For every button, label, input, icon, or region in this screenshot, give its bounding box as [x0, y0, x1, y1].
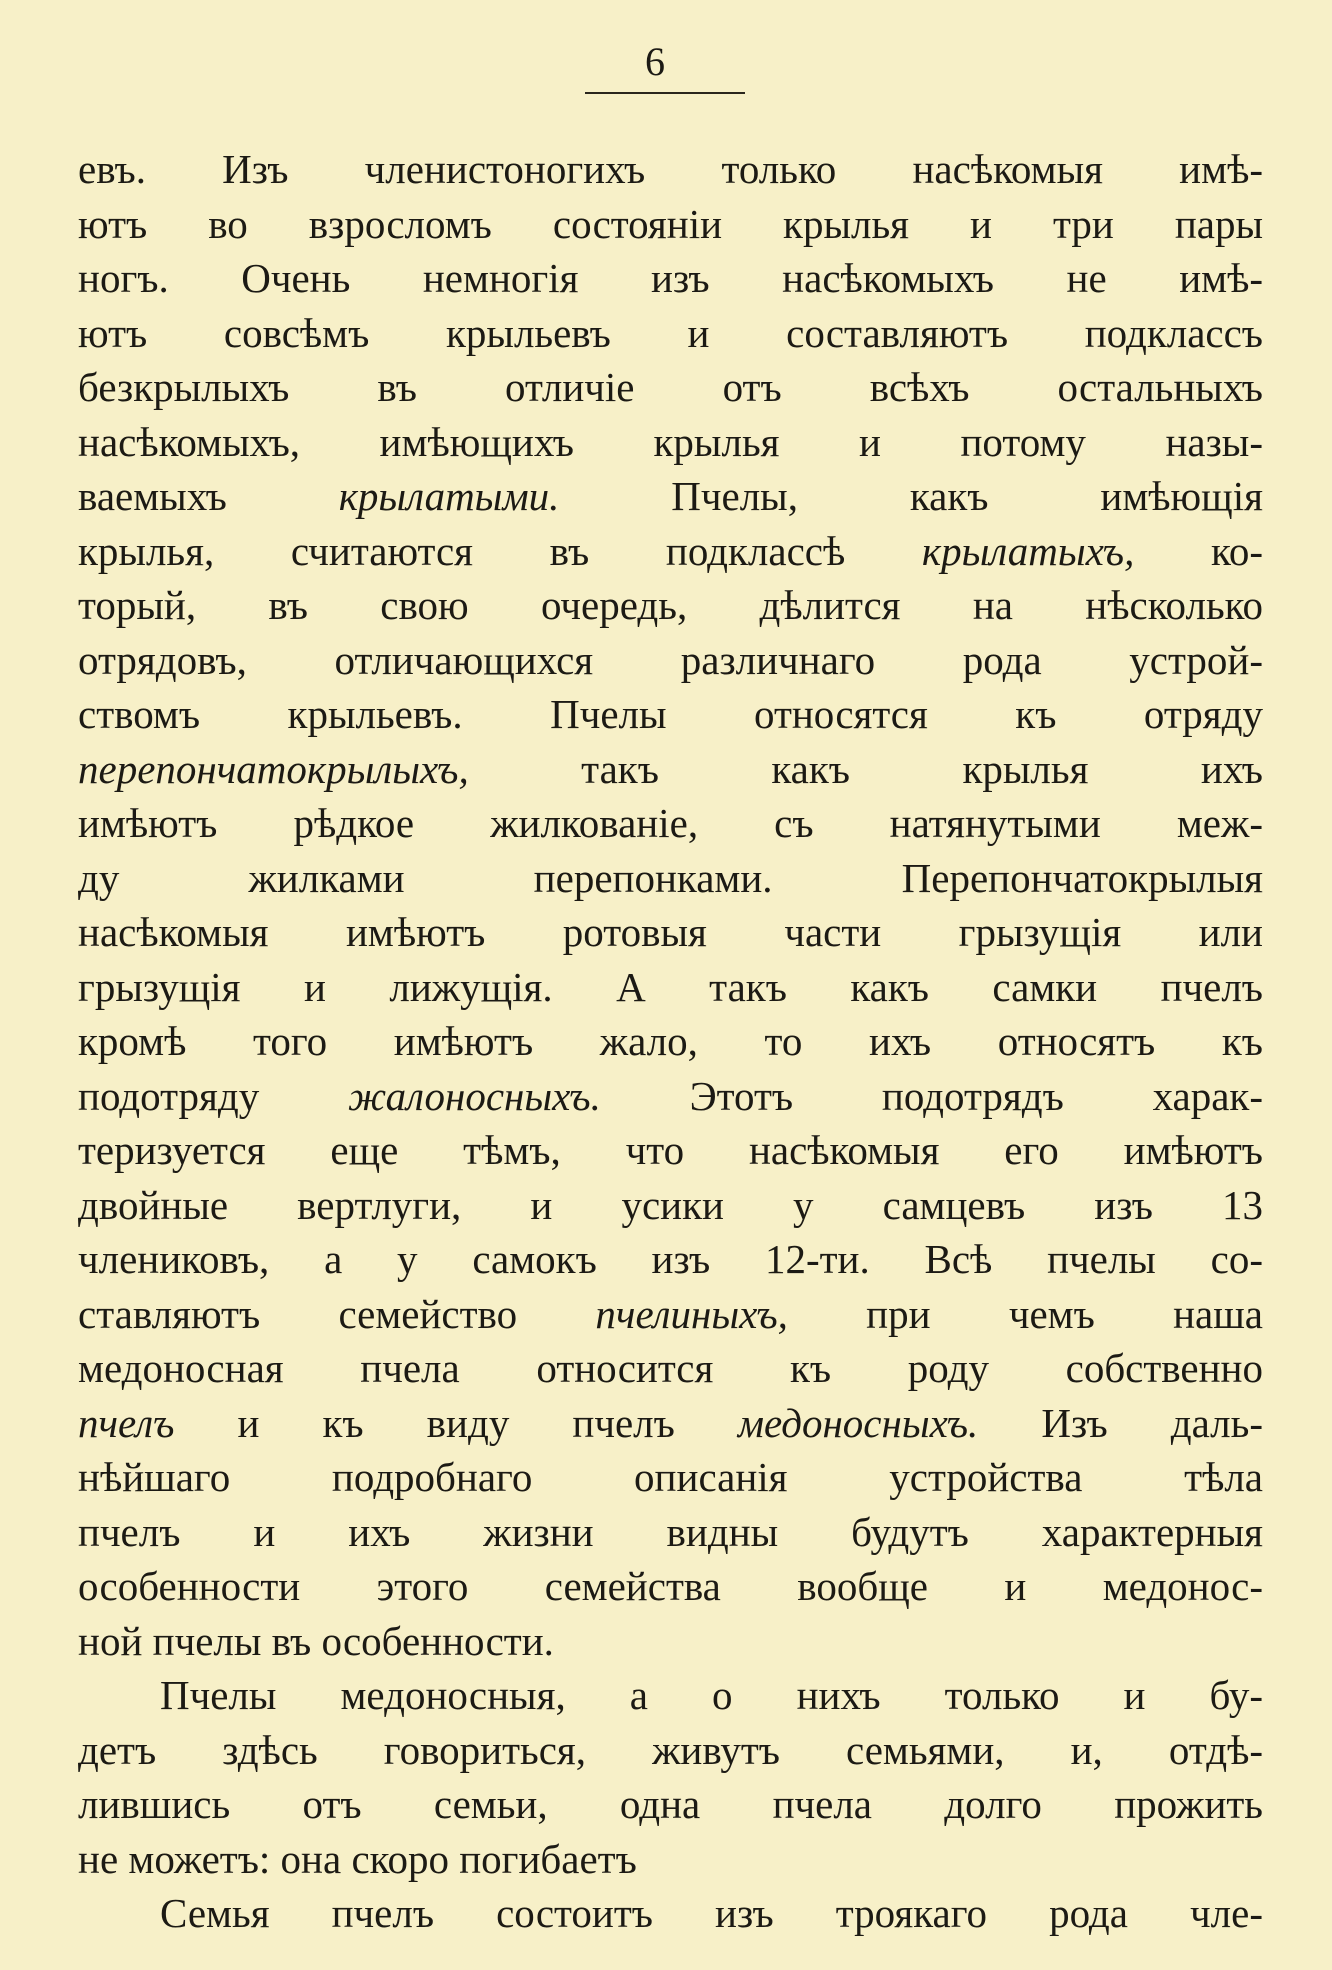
text-line — [78, 905, 1263, 960]
text-segment: особенности этого семейства вообще и медонос- — [78, 1563, 1263, 1609]
text-line — [78, 251, 1263, 306]
text-line — [78, 1396, 1263, 1451]
text-segment: Изъ даль- — [978, 1399, 1263, 1446]
text-line — [78, 851, 1263, 906]
text-line — [78, 1668, 1263, 1723]
text-line — [78, 1723, 1263, 1778]
text-line — [78, 1123, 1263, 1178]
text-line — [78, 687, 1263, 742]
text-segment: насѣкомыя имѣютъ ротовыя части грызущія или — [78, 909, 1263, 955]
header-rule — [585, 92, 745, 94]
text-segment: детъ здѣсь говориться, живутъ семьями, и, отдѣ- — [78, 1726, 1263, 1773]
text-segment: ютъ во взросломъ состояніи крылья и три пары — [78, 200, 1263, 247]
text-line — [78, 360, 1263, 415]
text-segment: ногъ. Очень немногія изъ насѣкомыхъ не имѣ- — [78, 255, 1263, 301]
text-segment: такъ какъ крылья ихъ — [468, 745, 1263, 792]
text-segment: ютъ совсѣмъ крыльевъ и составляютъ подклассъ — [78, 309, 1263, 356]
text-segment: отрядовъ, отличающихся различнаго рода устрой- — [78, 636, 1263, 683]
text-segment: медоносная пчела относится къ роду собственно — [78, 1345, 1263, 1391]
text-segment: при чемъ наша — [787, 1290, 1263, 1337]
text-segment: имѣютъ рѣдкое жилкованіе, съ натянутыми меж- — [78, 800, 1263, 846]
text-segment: ваемыхъ — [78, 473, 339, 519]
text-segment: пчелъ и ихъ жизни видны будутъ характерныя — [78, 1508, 1263, 1555]
text-segment: крылья, считаются въ подклассѣ — [78, 527, 922, 574]
text-segment: ду жилками перепонками. Перепончатокрылыя — [78, 854, 1263, 901]
text-line — [78, 1614, 1263, 1669]
text-segment: кромѣ того имѣютъ жало, то ихъ относятъ къ — [78, 1018, 1263, 1064]
text-line — [78, 1832, 1263, 1887]
text-segment: ко- — [1134, 527, 1263, 574]
body-text — [78, 142, 1263, 1941]
text-line — [78, 306, 1263, 361]
text-segment: ствомъ крыльевъ. Пчелы относятся къ отряду — [78, 691, 1263, 737]
text-segment: ной пчелы въ особенности. — [78, 1617, 554, 1664]
text-segment: Пчелы медоносныя, а о нихъ только и бу- — [160, 1672, 1263, 1718]
italic-term: крылатыхъ, — [921, 527, 1135, 574]
italic-term: жалоносныхъ. — [348, 1072, 601, 1119]
text-line — [78, 415, 1263, 470]
text-segment: нѣйшаго подробнаго описанія устройства тѣла — [78, 1454, 1263, 1500]
text-line — [78, 469, 1263, 524]
text-segment: насѣкомыхъ, имѣющихъ крылья и потому назы- — [78, 418, 1263, 465]
text-line — [78, 142, 1263, 197]
text-line — [78, 633, 1263, 688]
text-line — [78, 1450, 1263, 1505]
text-line — [78, 1287, 1263, 1342]
text-line — [78, 578, 1263, 633]
text-line — [78, 742, 1263, 797]
text-line — [78, 1069, 1263, 1124]
italic-term: пчелиныхъ, — [595, 1290, 788, 1337]
text-line — [78, 1178, 1263, 1233]
text-segment: Этотъ подотрядъ харак- — [600, 1072, 1263, 1119]
text-line — [78, 1341, 1263, 1396]
text-segment: грызущія и лижущія. А такъ какъ самки пчелъ — [78, 963, 1263, 1010]
text-segment: лившись отъ семьи, одна пчела долго прожить — [78, 1781, 1263, 1827]
text-segment: торый, въ свою очередь, дѣлится на нѣсколько — [78, 582, 1263, 628]
text-line — [78, 960, 1263, 1015]
text-segment: Семья пчелъ состоитъ изъ троякаго рода чле- — [160, 1890, 1263, 1936]
text-line — [78, 524, 1263, 579]
text-line — [78, 796, 1263, 851]
text-line — [78, 1886, 1263, 1941]
text-segment: теризуется еще тѣмъ, что насѣкомыя его имѣютъ — [78, 1127, 1263, 1173]
italic-term: медоносныхъ. — [737, 1399, 979, 1446]
page-number: 6 — [645, 39, 665, 84]
text-line — [78, 197, 1263, 252]
text-line — [78, 1014, 1263, 1069]
italic-term: крылатыми. — [338, 473, 560, 519]
text-segment: ставляютъ семейство — [78, 1290, 596, 1337]
text-line — [78, 1505, 1263, 1560]
text-line — [78, 1777, 1263, 1832]
text-segment: не можетъ: она скоро погибаетъ — [78, 1835, 637, 1882]
text-segment: двойные вертлуги, и усики у самцевъ изъ 13 — [78, 1181, 1263, 1228]
text-line — [78, 1559, 1263, 1614]
text-segment: и къ виду пчелъ — [174, 1399, 738, 1446]
text-line — [78, 1232, 1263, 1287]
text-segment: Пчелы, какъ имѣющія — [559, 473, 1263, 519]
text-segment: подотряду — [78, 1072, 348, 1119]
text-segment: члениковъ, а у самокъ изъ 12-ти. Всѣ пчелы со- — [78, 1236, 1263, 1282]
italic-term: пчелъ — [78, 1399, 175, 1446]
text-segment: евъ. Изъ членистоногихъ только насѣкомыя имѣ- — [78, 146, 1263, 192]
text-segment: безкрылыхъ въ отличіе отъ всѣхъ остальныхъ — [78, 364, 1263, 410]
italic-term: перепончатокрылыхъ, — [78, 745, 469, 792]
